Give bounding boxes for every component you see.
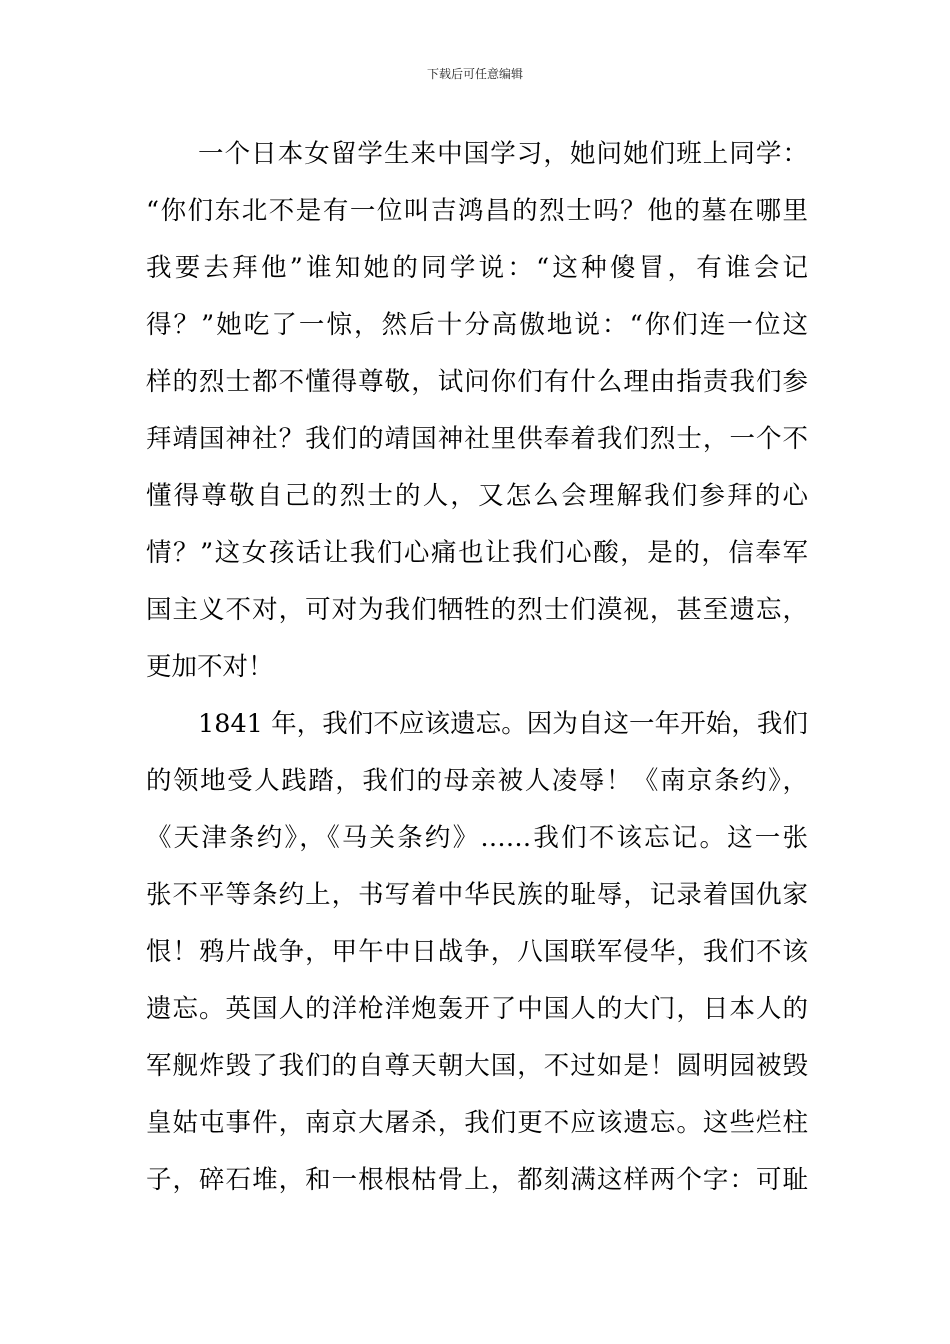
- text-line: 子，碎石堆，和一根根枯骨上，都刻满这样两个字：可耻: [146, 1165, 808, 1195]
- text-line: 《天津条约》，《马关条约》……我们不该忘记。这一张: [146, 823, 808, 853]
- text-line: 的领地受人践踏，我们的母亲被人凌辱！《南京条约》，: [146, 766, 808, 796]
- text-line: 国主义不对，可对为我们牺牲的烈士们漠视，甚至遗忘，: [146, 595, 808, 625]
- text-line: 恨！鸦片战争，甲午中日战争，八国联军侵华，我们不该: [146, 937, 808, 967]
- text-line: 一个日本女留学生来中国学习，她问她们班上同学：: [198, 139, 808, 169]
- text-line: 1841 年，我们不应该遗忘。因为自这一年开始，我们: [198, 709, 808, 739]
- text-line: 军舰炸毁了我们的自尊天朝大国，不过如是！圆明园被毁: [146, 1051, 808, 1081]
- text-line: 遗忘。英国人的洋枪洋炮轰开了中国人的大门，日本人的: [146, 994, 808, 1024]
- text-line: 样的烈士都不懂得尊敬，试问你们有什么理由指责我们参: [146, 367, 808, 397]
- text-line: 情？”这女孩话让我们心痛也让我们心酸，是的，信奉军: [146, 538, 808, 568]
- text-line: 拜靖国神社？我们的靖国神社里供奉着我们烈士，一个不: [146, 424, 808, 454]
- text-line: 更加不对！: [146, 652, 274, 682]
- text-line: 我要去拜他”谁知她的同学说：“这种傻冒，有谁会记: [146, 253, 808, 283]
- text-line: 张不平等条约上，书写着中华民族的耻辱，记录着国仇家: [146, 880, 808, 910]
- page-header: 下载后可任意编辑: [426, 67, 523, 81]
- text-line: 懂得尊敬自己的烈士的人，又怎么会理解我们参拜的心: [146, 481, 808, 511]
- text-line: 皇姑屯事件，南京大屠杀，我们更不应该遗忘。这些烂柱: [146, 1108, 808, 1138]
- paragraph: [146, 126, 808, 696]
- text-line: “你们东北不是有一位叫吉鸿昌的烈士吗？他的墓在哪里: [146, 196, 808, 226]
- document-body: [146, 126, 808, 1209]
- text-line: 得？”她吃了一惊，然后十分高傲地说：“你们连一位这: [146, 310, 808, 340]
- paragraph: [146, 696, 808, 1209]
